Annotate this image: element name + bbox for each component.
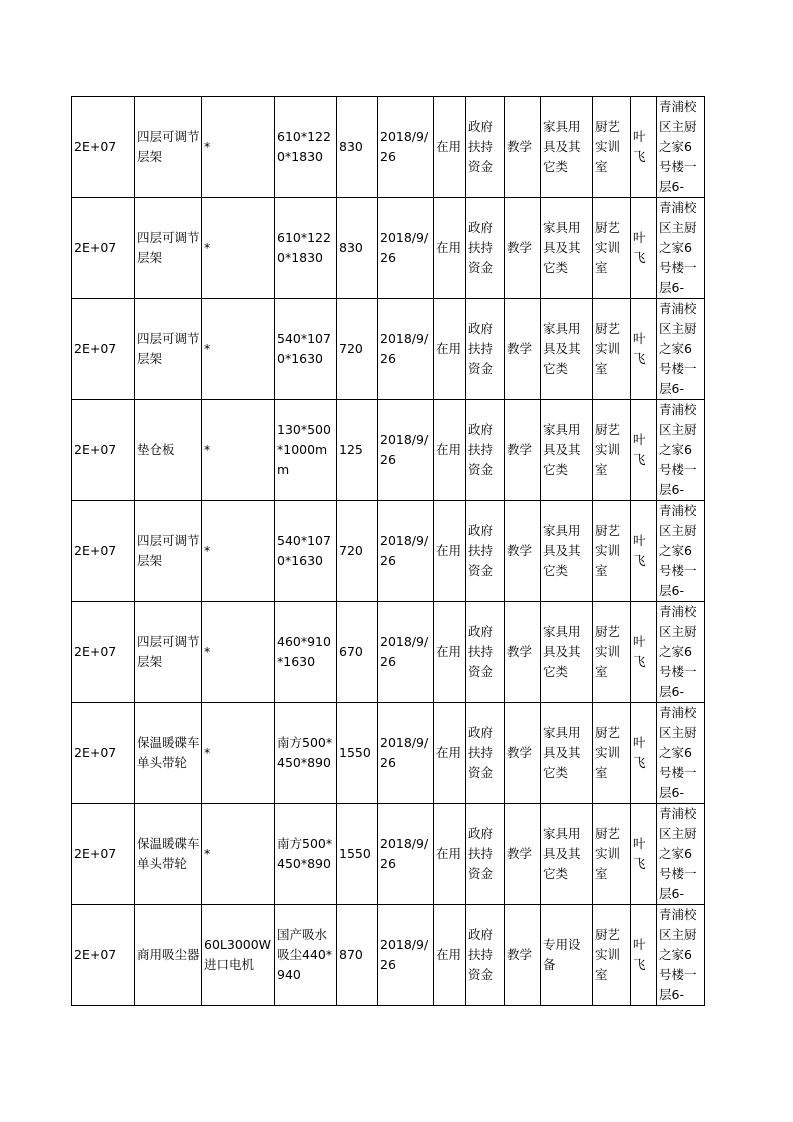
cell-date: 2018/9/26 (378, 198, 434, 299)
cell-asset-name: 四层可调节层架 (135, 501, 202, 602)
cell-department: 厨艺实训室 (593, 804, 631, 905)
cell-asset-name: 四层可调节层架 (135, 602, 202, 703)
cell-usage: 教学 (505, 400, 541, 501)
cell-custodian: 叶飞 (631, 602, 657, 703)
cell-department: 厨艺实训室 (593, 703, 631, 804)
cell-status: 在用 (434, 400, 466, 501)
cell-asset-id: 2E+07 (72, 97, 135, 198)
cell-spec: * (202, 198, 275, 299)
cell-asset-name: 垫仓板 (135, 400, 202, 501)
cell-location: 青浦校区主厨之家6号楼一层6- (657, 299, 705, 400)
cell-spec: * (202, 602, 275, 703)
cell-location: 青浦校区主厨之家6号楼一层6- (657, 501, 705, 602)
cell-usage: 教学 (505, 804, 541, 905)
cell-custodian: 叶飞 (631, 501, 657, 602)
cell-asset-name: 保温暖碟车单头带轮 (135, 804, 202, 905)
cell-status: 在用 (434, 703, 466, 804)
cell-category: 专用设备 (541, 905, 593, 1006)
cell-fund-source: 政府扶持资金 (466, 299, 505, 400)
cell-location: 青浦校区主厨之家6号楼一层6- (657, 198, 705, 299)
cell-status: 在用 (434, 299, 466, 400)
cell-asset-id: 2E+07 (72, 804, 135, 905)
cell-model: 南方500*450*890 (275, 703, 337, 804)
cell-date: 2018/9/26 (378, 501, 434, 602)
cell-spec: 60L3000W进口电机 (202, 905, 275, 1006)
cell-fund-source: 政府扶持资金 (466, 804, 505, 905)
cell-model: 460*910*1630 (275, 602, 337, 703)
cell-model: 540*1070*1630 (275, 501, 337, 602)
table-row (72, 804, 705, 905)
cell-price: 720 (337, 501, 378, 602)
cell-spec: * (202, 97, 275, 198)
cell-date: 2018/9/26 (378, 602, 434, 703)
cell-asset-id: 2E+07 (72, 299, 135, 400)
cell-asset-name: 四层可调节层架 (135, 299, 202, 400)
cell-price: 125 (337, 400, 378, 501)
cell-asset-id: 2E+07 (72, 905, 135, 1006)
cell-fund-source: 政府扶持资金 (466, 602, 505, 703)
cell-usage: 教学 (505, 905, 541, 1006)
cell-usage: 教学 (505, 97, 541, 198)
cell-asset-id: 2E+07 (72, 703, 135, 804)
cell-category: 家具用具及其它类 (541, 299, 593, 400)
cell-status: 在用 (434, 602, 466, 703)
cell-model: 130*500*1000mm (275, 400, 337, 501)
cell-price: 870 (337, 905, 378, 1006)
cell-category: 家具用具及其它类 (541, 97, 593, 198)
cell-department: 厨艺实训室 (593, 97, 631, 198)
cell-date: 2018/9/26 (378, 400, 434, 501)
cell-location: 青浦校区主厨之家6号楼一层6- (657, 804, 705, 905)
cell-price: 670 (337, 602, 378, 703)
cell-custodian: 叶飞 (631, 299, 657, 400)
cell-category: 家具用具及其它类 (541, 602, 593, 703)
cell-asset-id: 2E+07 (72, 198, 135, 299)
cell-category: 家具用具及其它类 (541, 501, 593, 602)
cell-usage: 教学 (505, 703, 541, 804)
cell-fund-source: 政府扶持资金 (466, 501, 505, 602)
cell-custodian: 叶飞 (631, 804, 657, 905)
cell-fund-source: 政府扶持资金 (466, 905, 505, 1006)
cell-fund-source: 政府扶持资金 (466, 198, 505, 299)
cell-department: 厨艺实训室 (593, 501, 631, 602)
cell-date: 2018/9/26 (378, 804, 434, 905)
asset-rows (72, 97, 705, 1006)
cell-location: 青浦校区主厨之家6号楼一层6- (657, 97, 705, 198)
table-row (72, 703, 705, 804)
cell-category: 家具用具及其它类 (541, 400, 593, 501)
cell-spec: * (202, 501, 275, 602)
cell-spec: * (202, 299, 275, 400)
cell-asset-id: 2E+07 (72, 602, 135, 703)
cell-spec: * (202, 400, 275, 501)
cell-price: 830 (337, 198, 378, 299)
table-row (72, 602, 705, 703)
cell-date: 2018/9/26 (378, 703, 434, 804)
cell-fund-source: 政府扶持资金 (466, 400, 505, 501)
cell-status: 在用 (434, 804, 466, 905)
cell-location: 青浦校区主厨之家6号楼一层6- (657, 905, 705, 1006)
cell-date: 2018/9/26 (378, 97, 434, 198)
table-row (72, 501, 705, 602)
cell-status: 在用 (434, 198, 466, 299)
cell-category: 家具用具及其它类 (541, 703, 593, 804)
cell-department: 厨艺实训室 (593, 198, 631, 299)
cell-custodian: 叶飞 (631, 97, 657, 198)
cell-model: 610*1220*1830 (275, 198, 337, 299)
cell-custodian: 叶飞 (631, 703, 657, 804)
cell-department: 厨艺实训室 (593, 400, 631, 501)
cell-asset-id: 2E+07 (72, 400, 135, 501)
cell-price: 830 (337, 97, 378, 198)
cell-date: 2018/9/26 (378, 299, 434, 400)
cell-status: 在用 (434, 905, 466, 1006)
cell-custodian: 叶飞 (631, 198, 657, 299)
cell-fund-source: 政府扶持资金 (466, 97, 505, 198)
cell-model: 国产吸水吸尘440*940 (275, 905, 337, 1006)
asset-table (71, 96, 705, 1006)
cell-price: 1550 (337, 804, 378, 905)
cell-price: 1550 (337, 703, 378, 804)
cell-location: 青浦校区主厨之家6号楼一层6- (657, 703, 705, 804)
cell-asset-name: 保温暖碟车单头带轮 (135, 703, 202, 804)
table-row (72, 299, 705, 400)
table-row (72, 400, 705, 501)
cell-model: 610*1220*1830 (275, 97, 337, 198)
cell-usage: 教学 (505, 198, 541, 299)
cell-location: 青浦校区主厨之家6号楼一层6- (657, 602, 705, 703)
cell-spec: * (202, 703, 275, 804)
cell-department: 厨艺实训室 (593, 905, 631, 1006)
table-row (72, 97, 705, 198)
cell-department: 厨艺实训室 (593, 602, 631, 703)
cell-asset-name: 四层可调节层架 (135, 97, 202, 198)
cell-custodian: 叶飞 (631, 905, 657, 1006)
cell-model: 540*1070*1630 (275, 299, 337, 400)
table-row (72, 905, 705, 1006)
cell-model: 南方500*450*890 (275, 804, 337, 905)
table-row (72, 198, 705, 299)
cell-usage: 教学 (505, 602, 541, 703)
cell-usage: 教学 (505, 501, 541, 602)
cell-category: 家具用具及其它类 (541, 804, 593, 905)
cell-status: 在用 (434, 501, 466, 602)
cell-date: 2018/9/26 (378, 905, 434, 1006)
cell-asset-name: 四层可调节层架 (135, 198, 202, 299)
cell-location: 青浦校区主厨之家6号楼一层6- (657, 400, 705, 501)
cell-fund-source: 政府扶持资金 (466, 703, 505, 804)
cell-asset-name: 商用吸尘器 (135, 905, 202, 1006)
cell-usage: 教学 (505, 299, 541, 400)
cell-spec: * (202, 804, 275, 905)
cell-asset-id: 2E+07 (72, 501, 135, 602)
cell-price: 720 (337, 299, 378, 400)
cell-category: 家具用具及其它类 (541, 198, 593, 299)
cell-status: 在用 (434, 97, 466, 198)
cell-department: 厨艺实训室 (593, 299, 631, 400)
cell-custodian: 叶飞 (631, 400, 657, 501)
